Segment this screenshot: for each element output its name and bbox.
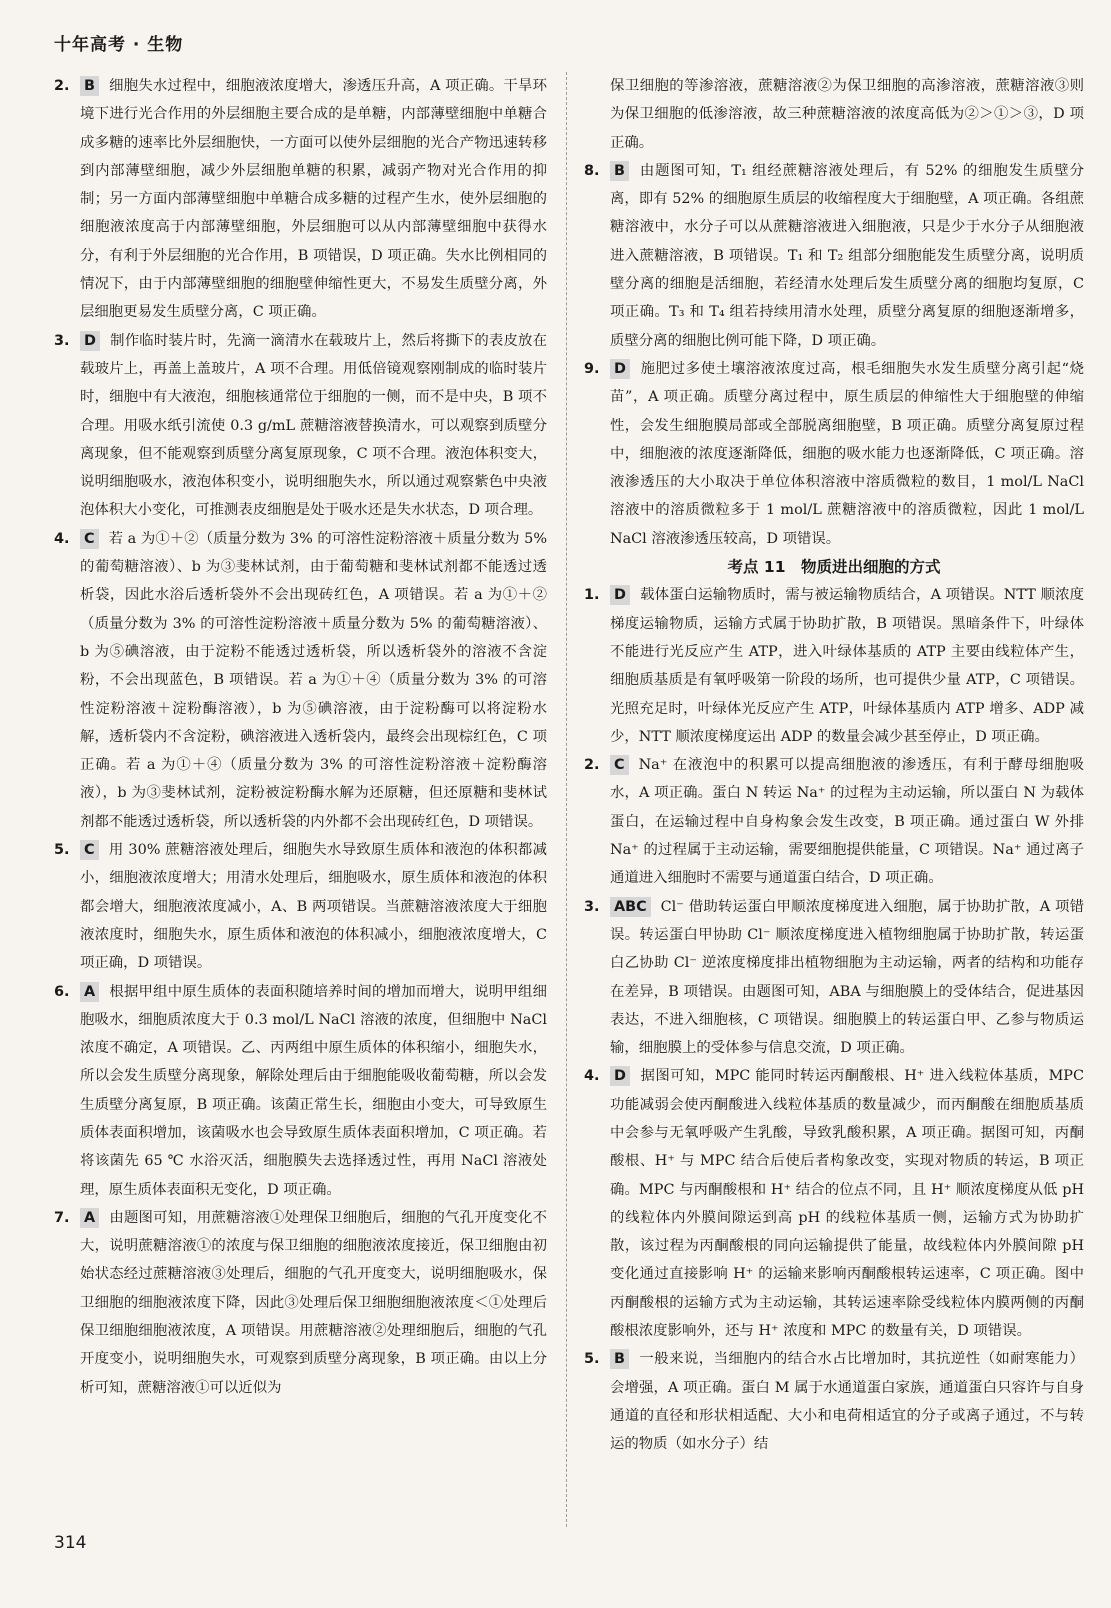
section-title: 考点 11 物质进出细胞的方式 [727,558,941,577]
explanation-text: Cl⁻ 借助转运蛋白甲顺浓度梯度进入细胞，属于协助扩散，A 项错误。转运蛋白甲协助 Cl⁻ 顺浓度梯度进入植物细胞属于协助扩散，转运蛋白乙协助 Cl⁻ 逆浓度梯度排出植物细胞为主动运输，两者的结构和功能存在差异，B 项错误。由题图可知，ABA 与细胞膜上的受体结合，促进基因表达，不进入细胞核，C 项错误。细胞膜上的转运蛋白甲、乙参与物质运输，细胞膜上的受体参与信息交流，D 项正确。 [610,898,1084,1057]
explanation-text: 施肥过多使土壤溶液浓度过高，根毛细胞失水发生质壁分离引起“烧苗”，A 项正确。质壁分离过程中，原生质层的伸缩性大于细胞壁的伸缩性，会发生细胞膜局部或全部脱离细胞壁，B 项正确。质壁分离复原过程中，细胞液的浓度逐渐降低，细胞的吸水能力也逐渐降低，C 项正确。溶液渗透压的大小取决于单位体积溶液中溶质微粒的数目，1 mol/L NaCl 溶液中的溶质微粒多于 1 mol/L 蔗糖溶液中的溶质微粒，因此 1 mol/L NaCl 溶液渗透压较高，D 项错误。 [610,360,1084,547]
answer-item-s11-2 [584,751,1084,892]
item-number: 5. [584,1351,600,1368]
answer-key: ABC [610,897,651,917]
answer-key: B [610,161,629,181]
answer-key: D [610,1066,630,1086]
answer-key: C [80,529,99,549]
item-number: 3. [584,898,600,915]
answer-item-s11-3 [584,893,1084,1063]
answer-key: B [80,76,99,96]
explanation-text: 根据甲组中原生质体的表面积随培养时间的增加而增大，说明甲组细胞吸水，细胞质浓度大于 0.3 mol/L NaCl 溶液的浓度，但细胞中 NaCl 浓度不确定，A 项错误。乙、丙两组中原生质体的体积缩小，细胞失水，所以会发生质壁分离现象，解除处理后由于细胞能吸收葡萄糖，所以会发生质壁分离复原，B 项正确。该菌正常生长，细胞由小变大，可导致原生质体表面积增加，该菌吸水也会导致原生质体表面积增加，C 项正确。若将该菌先 65 ℃ 水浴灭活，细胞膜失去选择透过性，再用 NaCl 溶液处理，原生质体表面积无变化，D 项正确。 [80,983,547,1198]
answer-item-8 [584,157,1084,355]
explanation-text: Na⁺ 在液泡中的积累可以提高细胞液的渗透压，有利于酵母细胞吸水，A 项正确。蛋白 N 转运 Na⁺ 的过程为主动运输，所以蛋白 N 为载体蛋白，在运输过程中自身构象会发生改变，B 项正确。通过蛋白 W 外排 Na⁺ 的过程属于主动运输，需要细胞提供能量，C 项错误。Na⁺ 通过离子通道进入细胞时不需要与通道蛋白结合，D 项正确。 [610,757,1084,887]
answer-key: A [80,982,99,1002]
answer-item-4 [54,525,547,836]
answer-key: D [80,331,100,351]
explanation-text: 由题图可知，T₁ 组经蔗糖溶液处理后，有 52% 的细胞发生质壁分离，即有 52% 的细胞原生质层的收缩程度大于细胞壁，A 项正确。各组蔗糖溶液中，水分子可以从蔗糖溶液进入细胞液，只是少于水分子从细胞液进入蔗糖溶液，B 项错误。T₁ 和 T₂ 组部分细胞能发生质壁分离，说明质壁分离的细胞是活细胞，若经清水处理后发生质壁分离的细胞均复原，C 项正确。T₃ 和 T₄ 组若持续用清水处理，质壁分离复原的细胞逐渐增多，质壁分离的细胞比例可能下降，D 项正确。 [610,162,1084,349]
explanation-text: 据图可知，MPC 能同时转运丙酮酸根、H⁺ 进入线粒体基质，MPC 功能减弱会使丙酮酸进入线粒体基质的数量减少，而丙酮酸在细胞质基质中会参与无氧呼吸产生乳酸，导致乳酸积累，A 项正确。据图可知，丙酮酸根、H⁺ 与 MPC 结合后使后者构象改变，实现对物质的转运，B 项正确。MPC 与丙酮酸根和 H⁺ 结合的位点不同，且 H⁺ 顺浓度梯度从低 pH 的线粒体内外膜间隙运到高 pH 的线粒体基质一侧，运输方式为协助扩散，该过程为丙酮酸根的同向运输提供了能量，故线粒体内外膜间隙 pH 变化通过直接影响 H⁺ 的运输来影响丙酮酸根转运速率，C 项正确。图中丙酮酸根的运输方式为主动运输，其转运速率除受线粒体内膜两侧的丙酮酸根浓度影响外，还与 H⁺ 浓度和 MPC 的数量有关，D 项错误。 [610,1068,1084,1340]
item-number: 1. [584,587,600,604]
item-number: 6. [54,983,70,1000]
answer-item-7 [54,1204,547,1402]
item-number: 2. [54,78,70,94]
answer-key: B [610,1349,629,1369]
item-number: 5. [54,842,70,859]
answer-item-5 [54,836,547,977]
answer-key: C [610,755,629,775]
answer-key: A [80,1208,99,1228]
answer-key: D [610,585,630,605]
answer-item-s11-1 [584,581,1084,751]
answer-key: C [80,840,99,860]
explanation-text: 由题图可知，用蔗糖溶液①处理保卫细胞后，细胞的气孔开度变化不大，说明蔗糖溶液①的浓度与保卫细胞的细胞液浓度接近，保卫细胞由初始状态经过蔗糖溶液③处理后，细胞的气孔开度变大，说明细胞吸水，保卫细胞的细胞液浓度下降，因此③处理后保卫细胞细胞液浓度＜①处理后保卫细胞细胞液浓度，A 项错误。用蔗糖溶液②处理细胞后，细胞的气孔开度变小，说明细胞失水，可观察到质壁分离现象，B 项正确。由以上分析可知，蔗糖溶液①可以近似为 [80,1209,547,1396]
explanation-text: 一般来说，当细胞内的结合水占比增加时，其抗逆性（如耐寒能力）会增强，A 项正确。蛋白 M 属于水通道蛋白家族，通道蛋白只容许与自身通道的直径和形状相适配、大小和电荷相适宜的分子或离子通过，不与转运的物质（如水分子）结 [610,1351,1084,1453]
answer-item-s11-4 [584,1062,1084,1345]
answer-item-s11-5 [584,1345,1084,1458]
column-divider [566,72,567,1527]
item-number: 9. [584,360,600,377]
explanation-text: 细胞失水过程中，细胞液浓度增大，渗透压升高，A 项正确。干旱环境下进行光合作用的外层细胞主要合成的是单糖，内部薄壁细胞中单糖合成多糖的速率比外层细胞快，一方面可以使外层细胞的光合产物迅速转移到内部薄壁细胞，减少外层细胞单糖的积累，减弱产物对光合作用的抑制；另一方面内部薄壁细胞中单糖合成多糖的过程产生水，使外层细胞的细胞液浓度高于内部薄壁细胞，外层细胞可以从内部薄壁细胞中获得水分，有利于外层细胞的光合作用，B 项错误，D 项正确。失水比例相同的情况下，由于内部薄壁细胞的细胞壁伸缩性更大，不易发生质壁分离，外层细胞更易发生质壁分离，C 项正确。 [80,78,547,321]
answer-item-6 [54,978,547,1204]
continued-text: 保卫细胞的等渗溶液，蔗糖溶液②为保卫细胞的高渗溶液，蔗糖溶液③则为保卫细胞的低渗溶液，故三种蔗糖溶液的浓度高低为②＞①＞③，D 项正确。 [610,78,1084,151]
item-number: 8. [584,162,600,179]
explanation-text: 制作临时装片时，先滴一滴清水在载玻片上，然后将撕下的表皮放在载玻片上，再盖上盖玻片，A 项不合理。用低倍镜观察刚制成的临时装片时，细胞中有大液泡，细胞核通常位于细胞的一侧，而不是中央，B 项不合理。用吸水纸引流使 0.3 g/mL 蔗糖溶液替换清水，可以观察到质壁分离现象，但不能观察到质壁分离复原现象，C 项不合理。液泡体积变大，说明细胞吸水，液泡体积变小，说明细胞失水，所以通过观察紫色中央液泡体积大小变化，可推测表皮细胞是处于吸水还是失水状态，D 项合理。 [80,332,547,519]
explanation-text: 用 30% 蔗糖溶液处理后，细胞失水导致原生质体和液泡的体积都减小，细胞液浓度增大；用清水处理后，细胞吸水，原生质体和液泡的体积都会增大，细胞液浓度减小，A、B 两项错误。当蔗糖溶液浓度大于细胞液浓度时，细胞失水，原生质体和液泡的体积减小，细胞液浓度增大，C 项正确，D 项错误。 [80,842,547,972]
item-number: 4. [584,1068,600,1085]
answer-item-2 [54,72,547,327]
item-number: 7. [54,1209,70,1226]
item-number: 3. [54,332,70,349]
item-number: 2. [584,757,600,774]
page-header: 十年高考 · 生物 [54,35,184,55]
answer-item-3 [54,327,547,525]
answer-key: D [610,359,630,379]
explanation-text: 若 a 为①＋②（质量分数为 3% 的可溶性淀粉溶液＋质量分数为 5% 的葡萄糖溶液）、b 为③斐林试剂，由于葡萄糖和斐林试剂都不能透过透析袋，因此水浴后透析袋外不会出现砖红色，A 项错误。若 a 为①＋②（质量分数为 3% 的可溶性淀粉溶液＋质量分数为 5% 的葡萄糖溶液）、b 为⑤碘溶液，由于淀粉不能透过透析袋，所以透析袋外的溶液不含淀粉，不会出现蓝色，B 项错误。若 a 为①＋④（质量分数为 3% 的可溶性淀粉溶液＋淀粉酶溶液），b 为⑤碘溶液，由于淀粉酶可以将淀粉水解，透析袋内不含淀粉，碘溶液进入透析袋内，最终会出现棕红色，C 项正确。若 a 为①＋④（质量分数为 3% 的可溶性淀粉溶液＋淀粉酶溶液），b 为③斐林试剂，淀粉被淀粉酶水解为还原糖，但还原糖和斐林试剂都不能透过透析袋，所以透析袋的内外都不会出现砖红色，D 项错误。 [80,530,547,830]
answer-item-9 [584,355,1084,553]
item-number: 4. [54,530,70,547]
right-column [584,72,1084,1459]
explanation-text: 载体蛋白运输物质时，需与被运输物质结合，A 项错误。NTT 顺浓度梯度运输物质，运输方式属于协助扩散，B 项错误。黑暗条件下，叶绿体不能进行光反应产生 ATP，进入叶绿体基质的 ATP 主要由线粒体产生，细胞质基质是有氧呼吸第一阶段的场所，也可提供少量 ATP，C 项错误。光照充足时，叶绿体光反应产生 ATP，叶绿体基质内 ATP 增多、ADP 减少，NTT 顺浓度梯度运出 ADP 的数量会减少甚至停止，D 项正确。 [610,587,1084,745]
page-number: 314 [54,1533,87,1553]
left-column [54,72,547,1402]
